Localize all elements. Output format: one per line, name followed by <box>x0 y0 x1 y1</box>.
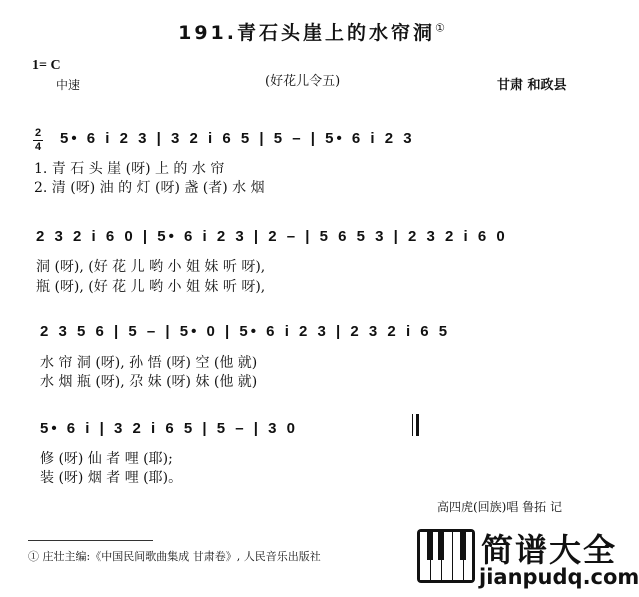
notation-row-3: 2 3 5 6 | 5 – | 5• 0 | 5• 6 i 2 3 | 2 3 2 i 6 5 <box>40 323 451 340</box>
logo-url: jianpudq.com <box>479 565 639 589</box>
notation-row-4: 5• 6 i | 3 2 i 6 5 | 5 – | 3 0 <box>40 420 298 437</box>
lyric-row-1-verse-1: 1. 青 石 头 崖 (呀) 上 的 水 帘 <box>34 161 225 177</box>
lyric-row-4-verse-2: 装 (呀) 烟 者 哩 (耶)。 <box>40 470 183 486</box>
final-barline-thick <box>416 414 419 436</box>
lyric-row-2-verse-2: 瓶 (呀), (好 花 儿 哟 小 姐 妹 听 呀), <box>36 279 266 295</box>
site-logo <box>413 525 639 597</box>
lyric-row-2-verse-1: 洞 (呀), (好 花 儿 哟 小 姐 妹 听 呀), <box>36 259 266 275</box>
lyric-row-4-verse-1: 修 (呀) 仙 者 哩 (耶); <box>40 451 173 467</box>
credit-line: 高四虎(回族)唱 鲁拓 记 <box>437 500 562 514</box>
logo-text: 简谱大全 <box>481 531 618 569</box>
region-label: 甘肃 和政县 <box>497 78 567 93</box>
notation-row-1: 5• 6 i 2 3 | 3 2 i 6 5 | 5 – | 5• 6 i 2 3 <box>60 130 415 147</box>
time-signature: 2 4 <box>34 127 42 153</box>
piano-icon <box>417 529 475 583</box>
title-footnote-mark: ① <box>435 21 445 35</box>
page-title: 191.青石头崖上的水帘洞① <box>178 21 445 44</box>
key-signature: 1= C <box>32 58 61 73</box>
footnote-rule <box>28 540 153 541</box>
notation-row-2: 2 3 2 i 6 0 | 5• 6 i 2 3 | 2 – | 5 6 5 3 | 2 3 2 i 6 0 <box>36 228 508 245</box>
lyric-row-1-verse-2: 2. 清 (呀) 油 的 灯 (呀) 盏 (者) 水 烟 <box>34 180 265 196</box>
tempo-marking: 中速 <box>56 78 81 92</box>
lyric-row-3-verse-2: 水 烟 瓶 (呀), 尕 妹 (呀) 妹 (他 就) <box>40 374 258 390</box>
final-barline-thin <box>412 414 413 436</box>
song-subtitle: (好花儿令五) <box>265 74 341 89</box>
lyric-row-3-verse-1: 水 帘 洞 (呀), 孙 悟 (呀) 空 (他 就) <box>40 355 258 371</box>
footnote: ① 庄壮主编:《中国民间歌曲集成 甘肃卷》, 人民音乐出版社 <box>28 550 321 563</box>
